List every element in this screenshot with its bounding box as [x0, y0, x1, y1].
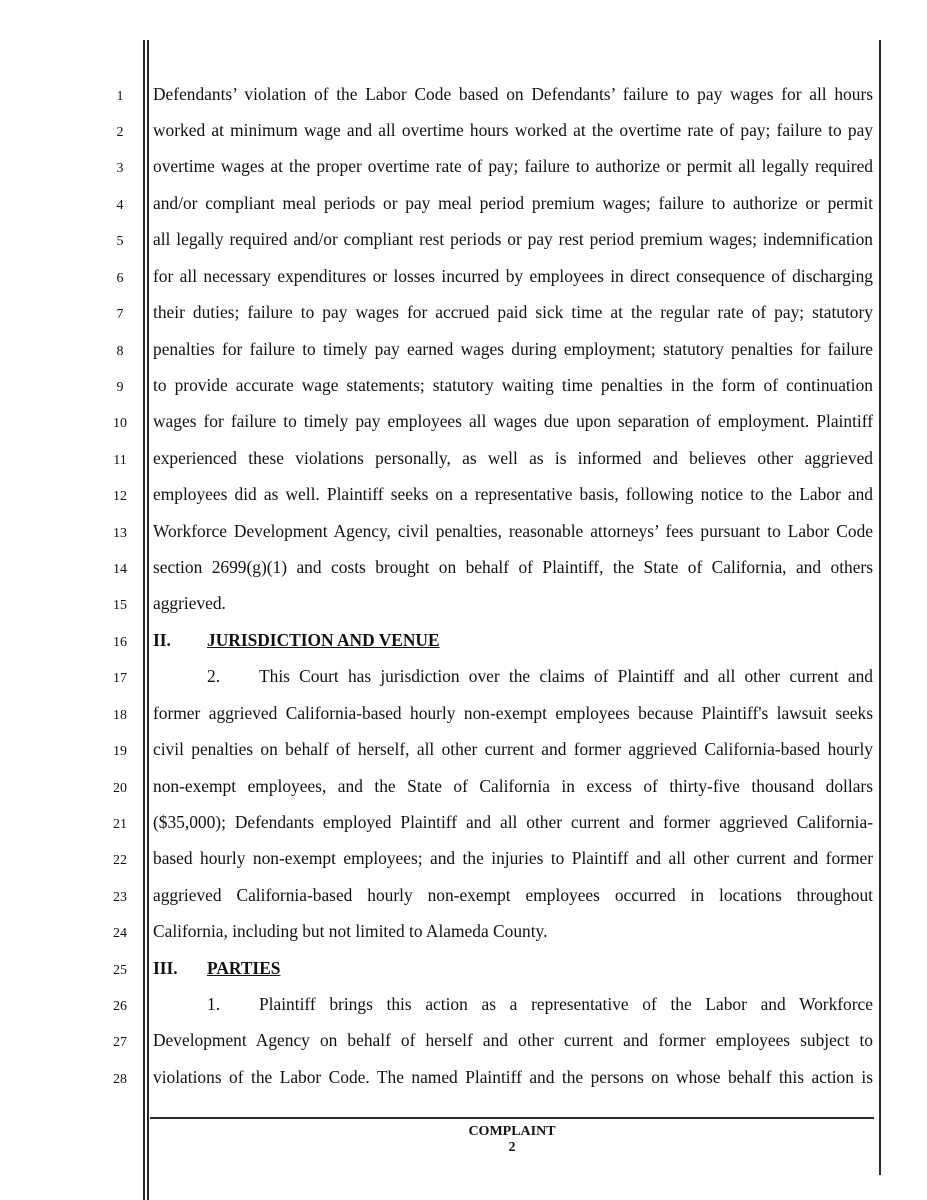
paragraph-first-line	[153, 666, 873, 686]
text-line: Development Agency on behalf of herself and other current and former employees subject to	[153, 1030, 873, 1050]
section-heading-jurisdiction	[153, 630, 873, 650]
line-number: 9	[116, 380, 124, 395]
section-number: III.	[153, 958, 178, 978]
line-number: 2	[116, 125, 124, 140]
text-line: civil penalties on behalf of herself, all other current and former aggrieved California-based hourly	[153, 739, 873, 759]
right-margin-rule	[879, 40, 881, 1175]
paragraph-first-line	[153, 994, 873, 1014]
line-number: 28	[113, 1072, 127, 1087]
line-number: 27	[113, 1035, 127, 1050]
text-line: ($35,000); Defendants employed Plaintiff and all other current and former aggrieved California-	[153, 812, 873, 832]
text-line: violations of the Labor Code. The named Plaintiff and the persons on whose behalf this action is	[153, 1067, 873, 1087]
text-line: wages for failure to timely pay employees all wages due upon separation of employment. Plaintiff	[153, 411, 873, 431]
text-line: Workforce Development Agency, civil penalties, reasonable attorneys’ fees pursuant to Labor Code	[153, 521, 873, 541]
text-line: for all necessary expenditures or losses incurred by employees in direct consequence of discharging	[153, 266, 873, 286]
text-line: non-exempt employees, and the State of California in excess of thirty-five thousand dollars	[153, 776, 873, 796]
text-line: Defendants’ violation of the Labor Code based on Defendants’ failure to pay wages for all hours	[153, 84, 873, 104]
line-number: 18	[113, 708, 127, 723]
left-margin-double-rule-outer	[143, 40, 145, 1200]
line-number: 13	[113, 526, 127, 541]
text-line: former aggrieved California-based hourly non-exempt employees because Plaintiff's lawsuit seeks	[153, 703, 873, 723]
text-line-last: aggrieved.	[153, 593, 226, 613]
text-line-last: California, including but not limited to Alameda County.	[153, 921, 548, 941]
line-number: 24	[113, 926, 127, 941]
text-line: aggrieved California-based hourly non-exempt employees occurred in locations throughout	[153, 885, 873, 905]
line-number: 19	[113, 744, 127, 759]
line-number: 3	[116, 161, 124, 176]
text-line: penalties for failure to timely pay earned wages during employment; statutory penalties for failure	[153, 339, 873, 359]
left-margin-double-rule-inner	[147, 40, 149, 1200]
footer-title: COMPLAINT	[468, 1124, 556, 1139]
line-number: 6	[116, 271, 124, 286]
line-number: 5	[116, 234, 124, 249]
line-number: 11	[113, 453, 127, 468]
line-number: 1	[116, 89, 124, 104]
line-number: 25	[113, 963, 127, 978]
line-number: 26	[113, 999, 127, 1014]
line-number: 10	[113, 416, 127, 431]
paragraph-number: 1.	[207, 994, 221, 1014]
line-number: 17	[113, 671, 127, 686]
text-line: to provide accurate wage statements; statutory waiting time penalties in the form of continuation	[153, 375, 873, 395]
text-line: and/or compliant meal periods or pay meal period premium wages; failure to authorize or permit	[153, 193, 873, 213]
text-line: all legally required and/or compliant rest periods or pay rest period premium wages; indemnification	[153, 229, 873, 249]
line-number: 20	[113, 781, 127, 796]
line-number: 15	[113, 598, 127, 613]
line-number: 14	[113, 562, 127, 577]
section-title: JURISDICTION AND VENUE	[207, 630, 440, 650]
line-number: 7	[116, 307, 124, 322]
line-number: 4	[116, 198, 124, 213]
paragraph-text: This Court has jurisdiction over the claims of Plaintiff and all other current and	[259, 666, 873, 686]
page-number: 2	[508, 1140, 516, 1155]
text-line: their duties; failure to pay wages for accrued paid sick time at the regular rate of pay; statutory	[153, 302, 873, 322]
line-number: 21	[113, 817, 127, 832]
text-line: based hourly non-exempt employees; and the injuries to Plaintiff and all other current and former	[153, 848, 873, 868]
section-title: PARTIES	[207, 958, 281, 978]
line-number: 22	[113, 853, 127, 868]
paragraph-text: Plaintiff brings this action as a representative of the Labor and Workforce	[259, 994, 873, 1014]
paragraph-number: 2.	[207, 666, 221, 686]
text-line: section 2699(g)(1) and costs brought on behalf of Plaintiff, the State of California, and others	[153, 557, 873, 577]
line-number: 12	[113, 489, 127, 504]
text-line: worked at minimum wage and all overtime hours worked at the overtime rate of pay; failure to pay	[153, 120, 873, 140]
line-number: 16	[113, 635, 127, 650]
section-number: II.	[153, 630, 171, 650]
text-line: employees did as well. Plaintiff seeks on a representative basis, following notice to the Labor and	[153, 484, 873, 504]
footer-rule	[150, 1117, 874, 1119]
line-number: 23	[113, 890, 127, 905]
text-line: overtime wages at the proper overtime rate of pay; failure to authorize or permit all legally required	[153, 156, 873, 176]
section-heading-parties	[153, 958, 873, 978]
line-number: 8	[116, 344, 124, 359]
text-line: experienced these violations personally, as well as is informed and believes other aggrieved	[153, 448, 873, 468]
